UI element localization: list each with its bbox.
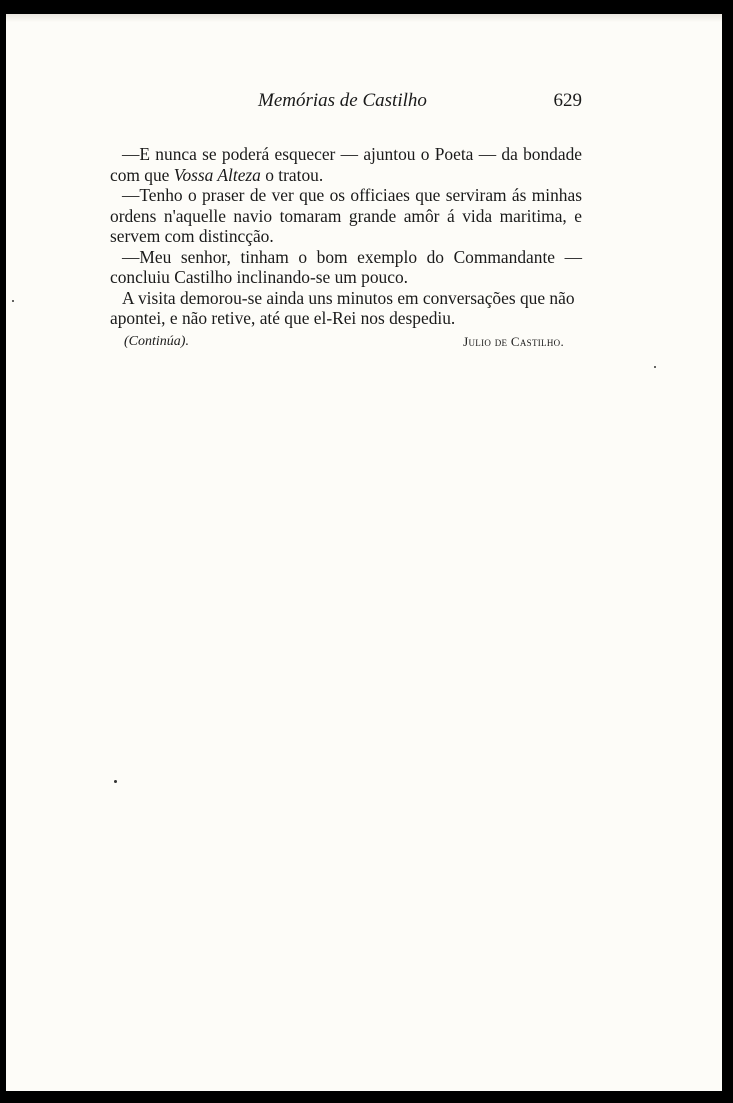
book-page — [6, 14, 722, 1091]
page-footer — [124, 334, 564, 354]
paragraph-2: —Tenho o praser de ver que os officiaes que serviram ás minhas ordens n'aquelle navio tomaram grande amôr á vida maritima, e servem com distincção. — [110, 185, 582, 246]
body-text — [110, 144, 582, 329]
paper-speck — [654, 366, 656, 368]
paragraph-1 — [110, 144, 582, 185]
paper-speck — [12, 300, 14, 302]
paper-speck — [114, 780, 117, 783]
paragraph-1-text-b: o tratou. — [260, 164, 324, 185]
running-title: Memórias de Castilho — [258, 90, 427, 111]
paragraph-1-text-a: —E nunca se poderá esquecer — ajuntou o Poeta — da bondade com que — [110, 144, 582, 185]
continua-note: (Continúa). — [124, 334, 189, 349]
page-number: 629 — [553, 90, 582, 111]
paragraph-4: A visita demorou-se ainda uns minutos em conversações que não apontei, e não retive, até que el-Rei nos despediu. — [110, 287, 575, 328]
author-signature: Julio de Castilho. — [463, 334, 564, 349]
paragraph-1-italic: Vossa Alteza — [173, 164, 261, 185]
paragraph-3: —Meu senhor, tinham o bom exemplo do Commandante —concluiu Castilho inclinando-se um pouco. — [110, 246, 582, 287]
page-header — [110, 90, 582, 114]
